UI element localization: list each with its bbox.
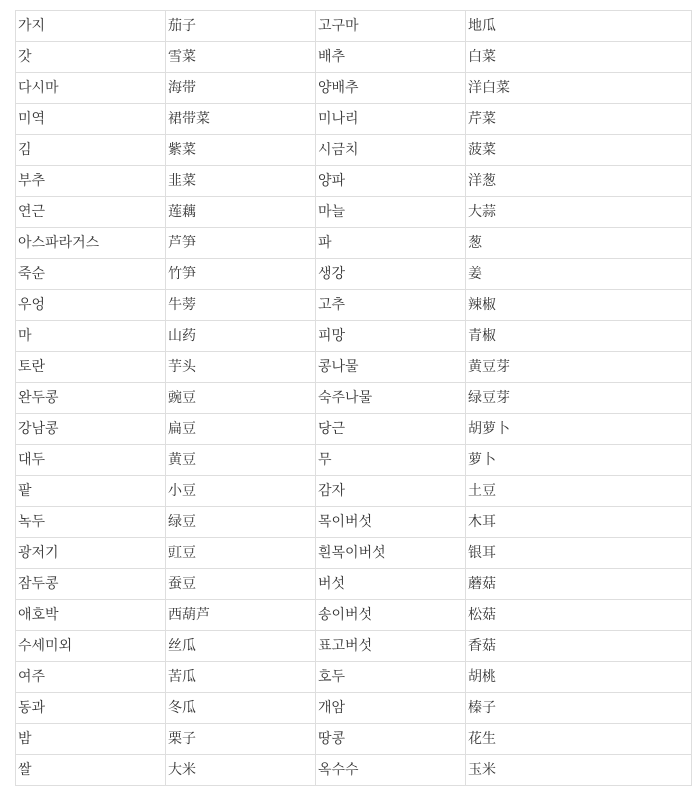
table-row [16, 259, 692, 290]
korean-word-cell: 미역 [16, 104, 166, 135]
chinese-word-cell: 葱 [466, 228, 692, 259]
chinese-word-cell: 松菇 [466, 600, 692, 631]
korean-word-cell: 수세미외 [16, 631, 166, 662]
chinese-word-cell: 韭菜 [166, 166, 316, 197]
korean-word-cell: 잠두콩 [16, 569, 166, 600]
korean-word-cell: 고추 [316, 290, 466, 321]
chinese-word-cell: 绿豆 [166, 507, 316, 538]
korean-word-cell: 흰목이버섯 [316, 538, 466, 569]
table-row [16, 662, 692, 693]
table-row [16, 476, 692, 507]
korean-word-cell: 목이버섯 [316, 507, 466, 538]
korean-word-cell: 양파 [316, 166, 466, 197]
chinese-word-cell: 萝卜 [466, 445, 692, 476]
korean-word-cell: 당근 [316, 414, 466, 445]
korean-word-cell: 감자 [316, 476, 466, 507]
korean-word-cell: 마 [16, 321, 166, 352]
chinese-word-cell: 栗子 [166, 724, 316, 755]
chinese-word-cell: 竹笋 [166, 259, 316, 290]
korean-word-cell: 강남콩 [16, 414, 166, 445]
chinese-word-cell: 蚕豆 [166, 569, 316, 600]
korean-word-cell: 배추 [316, 42, 466, 73]
korean-word-cell: 생강 [316, 259, 466, 290]
chinese-word-cell: 豇豆 [166, 538, 316, 569]
korean-word-cell: 녹두 [16, 507, 166, 538]
table-row [16, 724, 692, 755]
korean-word-cell: 동과 [16, 693, 166, 724]
korean-word-cell: 팥 [16, 476, 166, 507]
korean-word-cell: 시금치 [316, 135, 466, 166]
chinese-word-cell: 辣椒 [466, 290, 692, 321]
table-row [16, 631, 692, 662]
chinese-word-cell: 蘑菇 [466, 569, 692, 600]
table-row [16, 11, 692, 42]
chinese-word-cell: 海带 [166, 73, 316, 104]
table-row [16, 569, 692, 600]
korean-word-cell: 토란 [16, 352, 166, 383]
chinese-word-cell: 菠菜 [466, 135, 692, 166]
korean-word-cell: 옥수수 [316, 755, 466, 786]
korean-word-cell: 버섯 [316, 569, 466, 600]
korean-word-cell: 김 [16, 135, 166, 166]
korean-word-cell: 호두 [316, 662, 466, 693]
chinese-word-cell: 小豆 [166, 476, 316, 507]
korean-word-cell: 마늘 [316, 197, 466, 228]
chinese-word-cell: 土豆 [466, 476, 692, 507]
chinese-word-cell: 西葫芦 [166, 600, 316, 631]
chinese-word-cell: 香菇 [466, 631, 692, 662]
chinese-word-cell: 胡萝卜 [466, 414, 692, 445]
chinese-word-cell: 芦笋 [166, 228, 316, 259]
korean-word-cell: 송이버섯 [316, 600, 466, 631]
vocabulary-table [15, 10, 692, 786]
table-row [16, 166, 692, 197]
korean-word-cell: 콩나물 [316, 352, 466, 383]
chinese-word-cell: 花生 [466, 724, 692, 755]
table-row [16, 414, 692, 445]
korean-word-cell: 광저기 [16, 538, 166, 569]
chinese-word-cell: 绿豆芽 [466, 383, 692, 414]
chinese-word-cell: 青椒 [466, 321, 692, 352]
chinese-word-cell: 苦瓜 [166, 662, 316, 693]
table-row [16, 755, 692, 786]
chinese-word-cell: 紫菜 [166, 135, 316, 166]
korean-word-cell: 대두 [16, 445, 166, 476]
chinese-word-cell: 榛子 [466, 693, 692, 724]
chinese-word-cell: 牛蒡 [166, 290, 316, 321]
korean-word-cell: 아스파라거스 [16, 228, 166, 259]
chinese-word-cell: 裙带菜 [166, 104, 316, 135]
chinese-word-cell: 黄豆 [166, 445, 316, 476]
table-row [16, 383, 692, 414]
korean-word-cell: 갓 [16, 42, 166, 73]
korean-word-cell: 숙주나물 [316, 383, 466, 414]
chinese-word-cell: 芹菜 [466, 104, 692, 135]
chinese-word-cell: 银耳 [466, 538, 692, 569]
korean-word-cell: 미나리 [316, 104, 466, 135]
table-row [16, 445, 692, 476]
table-row [16, 693, 692, 724]
chinese-word-cell: 木耳 [466, 507, 692, 538]
korean-word-cell: 파 [316, 228, 466, 259]
chinese-word-cell: 雪菜 [166, 42, 316, 73]
chinese-word-cell: 地瓜 [466, 11, 692, 42]
vocabulary-table-body [16, 11, 692, 786]
chinese-word-cell: 扁豆 [166, 414, 316, 445]
korean-word-cell: 우엉 [16, 290, 166, 321]
korean-word-cell: 땅콩 [316, 724, 466, 755]
table-row [16, 352, 692, 383]
chinese-word-cell: 莲藕 [166, 197, 316, 228]
korean-word-cell: 무 [316, 445, 466, 476]
table-row [16, 228, 692, 259]
korean-word-cell: 표고버섯 [316, 631, 466, 662]
chinese-word-cell: 芋头 [166, 352, 316, 383]
chinese-word-cell: 胡桃 [466, 662, 692, 693]
korean-word-cell: 부추 [16, 166, 166, 197]
table-row [16, 538, 692, 569]
korean-word-cell: 애호박 [16, 600, 166, 631]
chinese-word-cell: 冬瓜 [166, 693, 316, 724]
korean-word-cell: 양배추 [316, 73, 466, 104]
chinese-word-cell: 山药 [166, 321, 316, 352]
korean-word-cell: 고구마 [316, 11, 466, 42]
chinese-word-cell: 茄子 [166, 11, 316, 42]
chinese-word-cell: 姜 [466, 259, 692, 290]
korean-word-cell: 다시마 [16, 73, 166, 104]
chinese-word-cell: 玉米 [466, 755, 692, 786]
table-row [16, 197, 692, 228]
chinese-word-cell: 大蒜 [466, 197, 692, 228]
table-row [16, 42, 692, 73]
korean-word-cell: 밤 [16, 724, 166, 755]
korean-word-cell: 연근 [16, 197, 166, 228]
table-row [16, 321, 692, 352]
korean-word-cell: 완두콩 [16, 383, 166, 414]
chinese-word-cell: 洋白菜 [466, 73, 692, 104]
korean-word-cell: 가지 [16, 11, 166, 42]
table-row [16, 104, 692, 135]
korean-word-cell: 개암 [316, 693, 466, 724]
chinese-word-cell: 丝瓜 [166, 631, 316, 662]
table-row [16, 507, 692, 538]
table-row [16, 135, 692, 166]
chinese-word-cell: 大米 [166, 755, 316, 786]
korean-word-cell: 쌀 [16, 755, 166, 786]
chinese-word-cell: 洋葱 [466, 166, 692, 197]
table-row [16, 600, 692, 631]
korean-word-cell: 죽순 [16, 259, 166, 290]
chinese-word-cell: 豌豆 [166, 383, 316, 414]
table-row [16, 290, 692, 321]
chinese-word-cell: 白菜 [466, 42, 692, 73]
korean-word-cell: 피망 [316, 321, 466, 352]
korean-word-cell: 여주 [16, 662, 166, 693]
chinese-word-cell: 黄豆芽 [466, 352, 692, 383]
table-row [16, 73, 692, 104]
